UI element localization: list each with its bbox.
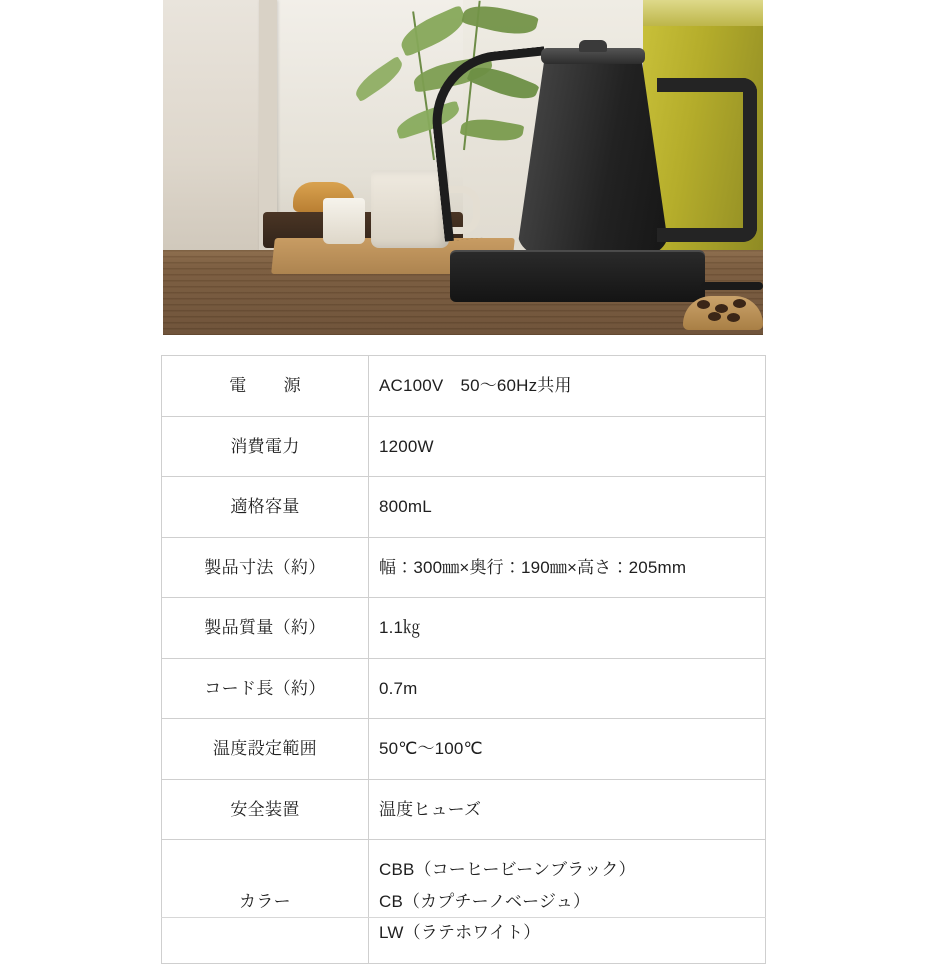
specification-table-body [162,356,766,964]
table-row [162,356,766,417]
spec-label: カラー [162,840,369,964]
table-row [162,477,766,538]
spec-value [369,719,766,780]
power-cord [701,282,763,290]
coffee-bean [697,300,710,309]
spec-value [369,537,766,598]
spec-value [369,779,766,840]
table-row [162,658,766,719]
coffee-bean [708,312,721,321]
spec-value-line: 温度ヒューズ [379,799,482,819]
kettle-handle [657,78,757,242]
spec-value [369,416,766,477]
spec-value-line: AC100V 50〜60Hz共用 [379,376,572,395]
spec-value-line: 幅：300㎜×奥行：190㎜×高さ：205mm [379,557,687,577]
spec-label: 製品質量（約） [162,598,369,659]
spec-label: 適格容量 [162,477,369,538]
spec-value-line: 1200W [379,436,434,456]
spec-label: 安全装置 [162,779,369,840]
table-row [162,779,766,840]
spec-value-line: LW（ラテホワイト） [379,923,541,942]
spec-label: コード長（約） [162,658,369,719]
photo-scene [163,0,763,335]
coffee-bean [733,299,746,308]
spec-value-line: CB（カプチーノベージュ） [379,891,591,911]
spec-value [369,598,766,659]
table-row [162,416,766,477]
table-row [162,537,766,598]
coffee-bean [727,313,740,322]
spec-label: 製品寸法（約） [162,537,369,598]
bottom-divider [161,917,766,918]
spec-label: 電 源 [162,356,369,417]
table-row [162,719,766,780]
spec-value-line: 0.7m [379,678,418,698]
table-row [162,840,766,964]
spec-value [369,658,766,719]
creamer-pitcher [323,198,365,244]
canister-lip [643,0,763,26]
specification-table [161,355,766,964]
window-wall-left [163,0,273,260]
spec-value-line: 800mL [379,497,432,516]
spec-label: 温度設定範囲 [162,719,369,780]
spec-value-line: 1.1㎏ [379,618,421,637]
spec-value-line: 50℃〜100℃ [379,739,483,758]
spec-value [369,356,766,417]
spec-value-line: CBB（コーヒービーンブラック） [379,860,636,879]
kettle-lid-knob [579,40,607,52]
ceramic-mug [371,170,449,248]
coffee-bean-dish [683,296,763,330]
table-row [162,598,766,659]
spec-value [369,840,766,964]
kettle-power-base [450,252,705,302]
spec-value [369,477,766,538]
spec-label: 消費電力 [162,416,369,477]
product-photo [163,0,763,335]
